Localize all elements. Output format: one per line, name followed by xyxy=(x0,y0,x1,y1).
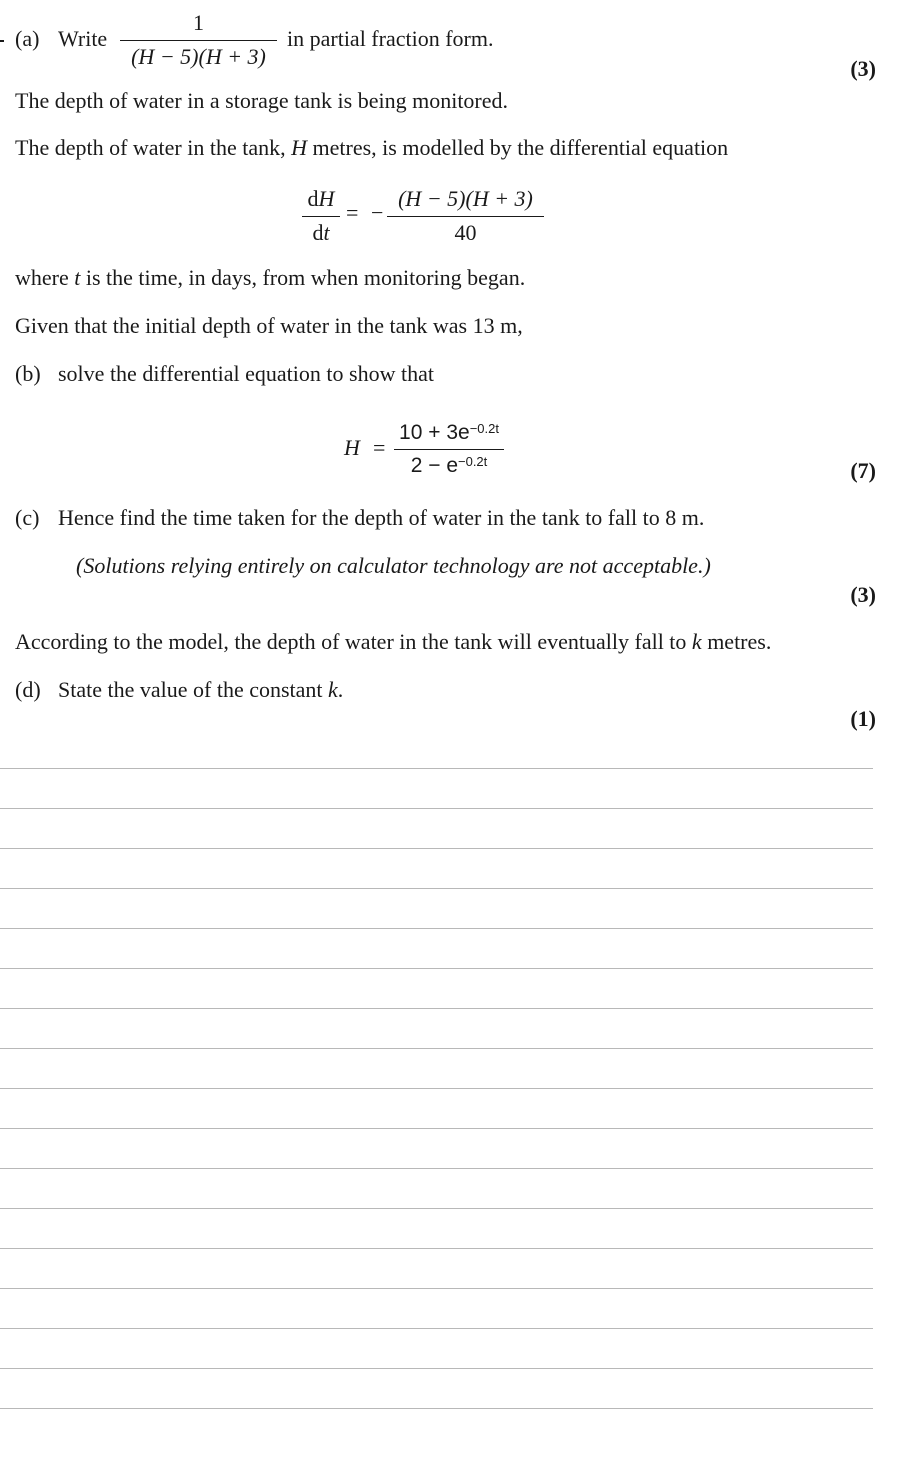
part-b-num-base: 10 + 3e xyxy=(399,421,470,444)
answer-line xyxy=(0,1048,873,1049)
intro-line-2 xyxy=(15,135,728,161)
part-b-den-base: 2 − e xyxy=(410,454,458,477)
where-post: is the time, in days, from when monitoring began. xyxy=(80,265,526,290)
fraction-bar xyxy=(302,216,340,217)
answer-line xyxy=(0,768,873,769)
de-rhs-numerator: (H − 5)(H + 3) xyxy=(398,186,533,211)
according-post: metres. xyxy=(701,629,772,654)
answer-line xyxy=(0,928,873,929)
part-b-text: solve the differential equation to show that xyxy=(58,361,434,386)
fraction-bar xyxy=(394,449,504,450)
part-d-label: (d) xyxy=(15,677,41,702)
answer-line xyxy=(0,1088,873,1089)
part-d-text-post: . xyxy=(337,677,344,702)
part-a-marks: (3) xyxy=(850,56,876,81)
answer-line xyxy=(0,888,873,889)
answer-line xyxy=(0,1328,873,1329)
de-rhs-denominator: 40 xyxy=(454,220,477,245)
part-a-label: (a) xyxy=(15,26,40,51)
part-a-write: Write xyxy=(58,26,108,51)
intro-line-2-post: metres, is modelled by the differential equation xyxy=(307,135,729,160)
according-pre: According to the model, the depth of water in the tank will eventually fall to xyxy=(15,629,692,654)
answer-line xyxy=(0,1128,873,1129)
according-line xyxy=(15,629,771,655)
part-a-denominator: (H − 5)(H + 3) xyxy=(131,44,266,69)
part-d-var-k: k xyxy=(328,677,338,702)
answer-line xyxy=(0,808,873,809)
part-c-marks: (3) xyxy=(850,582,876,607)
intro-line-1: The depth of water in a storage tank is being monitored. xyxy=(15,88,509,113)
de-lhs-numerator: dH xyxy=(307,186,335,211)
part-b-numerator xyxy=(394,420,504,446)
de-rhs-fraction xyxy=(387,186,544,248)
part-a-suffix: in partial fraction form. xyxy=(287,26,494,51)
part-b-fraction xyxy=(394,418,504,480)
part-b-den-exponent: −0.2t xyxy=(458,454,488,469)
answer-line xyxy=(0,848,873,849)
de-equals: = xyxy=(346,200,359,225)
part-d-marks: (1) xyxy=(850,706,876,731)
answer-line xyxy=(0,1408,873,1409)
intro-var-h: H xyxy=(291,135,308,160)
answer-line xyxy=(0,1008,873,1009)
given-line: Given that the initial depth of water in the tank was 13 m, xyxy=(15,313,523,338)
part-c-note: (Solutions relying entirely on calculator technology are not acceptable.) xyxy=(76,553,711,578)
de-lhs-fraction xyxy=(302,186,340,248)
where-pre: where xyxy=(15,265,75,290)
answer-line xyxy=(0,1368,873,1369)
part-c-text: Hence find the time taken for the depth of water in the tank to fall to 8 m. xyxy=(58,505,705,530)
part-b-label: (b) xyxy=(15,361,41,386)
part-b-num-exponent: −0.2t xyxy=(469,421,499,436)
part-a-numerator: 1 xyxy=(193,10,204,35)
part-b-h: H xyxy=(344,435,360,460)
answer-line xyxy=(0,1288,873,1289)
answer-line xyxy=(0,1208,873,1209)
de-lhs-denominator: dt xyxy=(312,220,330,245)
answer-line xyxy=(0,968,873,969)
part-c-label: (c) xyxy=(15,505,40,530)
part-b-marks: (7) xyxy=(850,458,876,483)
part-b-equals: = xyxy=(373,435,386,460)
fraction-bar xyxy=(120,40,277,41)
fraction-bar xyxy=(387,216,544,217)
margin-tick xyxy=(0,40,4,42)
answer-line xyxy=(0,1248,873,1249)
part-a-fraction xyxy=(120,10,277,74)
answer-line xyxy=(0,1168,873,1169)
part-d-text xyxy=(58,677,343,703)
de-minus: − xyxy=(371,200,384,225)
part-d-text-pre: State the value of the constant xyxy=(58,677,329,702)
according-var-k: k xyxy=(691,629,702,654)
intro-line-2-pre: The depth of water in the tank, xyxy=(15,135,292,160)
where-line xyxy=(15,265,525,291)
part-b-denominator xyxy=(394,453,504,479)
where-var-t: t xyxy=(74,265,81,290)
